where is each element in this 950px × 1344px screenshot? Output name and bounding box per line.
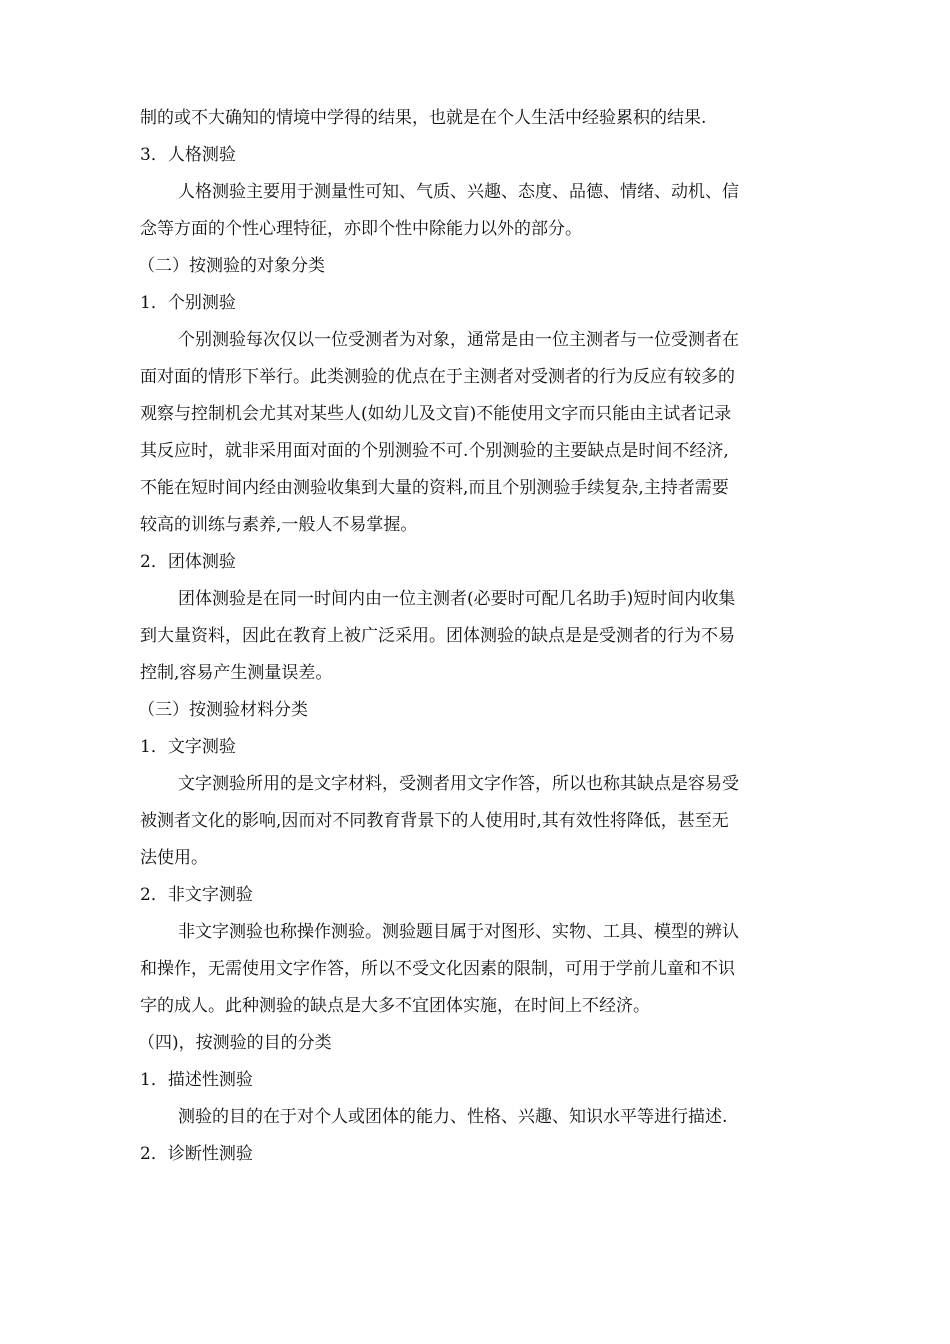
body-text-line: 到大量资料，因此在教育上被广泛采用。团体测验的缺点是是受测者的行为不易 [140,626,735,646]
subheading: 1．个别测验 [140,293,236,313]
body-text-line: 字的成人。此种测验的缺点是大多不宜团体实施，在时间上不经济。 [140,996,650,1016]
body-text-line: 面对面的情形下举行。此类测验的优点在于主测者对受测者的行为反应有较多的 [140,367,735,387]
section-heading: （四)，按测验的目的分类 [138,1033,332,1053]
body-text-line: 较高的训练与素养,一般人不易掌握。 [140,515,418,535]
body-text-line: 人格测验主要用于测量性可知、气质、兴趣、态度、品德、情绪、动机、信 [178,182,739,202]
subheading: 2．团体测验 [140,552,236,572]
body-text-line: 测验的目的在于对个人或团体的能力、性格、兴趣、知识水平等进行描述. [178,1107,728,1127]
body-text-line: 被测者文化的影响,因而对不同教育背景下的人使用时,其有效性将降低，甚至无 [140,811,729,831]
body-text-line: 制的或不大确知的情境中学得的结果，也就是在个人生活中经验累积的结果. [140,108,707,128]
body-text-line: 团体测验是在同一时间内由一位主测者(必要时可配几名助手)短时间内收集 [178,589,736,609]
body-text-line: 和操作，无需使用文字作答，所以不受文化因素的限制，可用于学前儿童和不识 [140,959,735,979]
body-text-line: 不能在短时间内经由测验收集到大量的资料,而且个别测验手续复杂,主持者需要 [140,478,729,498]
body-text-line: 其反应时，就非采用面对面的个别测验不可.个别测验的主要缺点是时间不经济, [140,441,729,461]
body-text-line: 文字测验所用的是文字材料，受测者用文字作答，所以也称其缺点是容易受 [178,774,739,794]
subheading: 3．人格测验 [140,145,236,165]
body-text-line: 非文字测验也称操作测验。测验题目属于对图形、实物、工具、模型的辨认 [178,922,739,942]
subheading: 2．诊断性测验 [140,1144,253,1164]
subheading: 1．文字测验 [140,737,236,757]
subheading: 1．描述性测验 [140,1070,253,1090]
body-text-line: 控制,容易产生测量误差。 [140,663,333,683]
body-text-line: 观察与控制机会尤其对某些人(如幼儿及文盲)不能使用文字而只能由主试者记录 [140,404,732,424]
body-text-line: 法使用。 [140,848,208,868]
body-text-line: 念等方面的个性心理特征，亦即个性中除能力以外的部分。 [140,219,582,239]
section-heading: （二）按测验的对象分类 [138,256,325,276]
subheading: 2．非文字测验 [140,885,253,905]
body-text-line: 个别测验每次仅以一位受测者为对象，通常是由一位主测者与一位受测者在 [178,330,739,350]
section-heading: （三）按测验材料分类 [138,700,308,720]
